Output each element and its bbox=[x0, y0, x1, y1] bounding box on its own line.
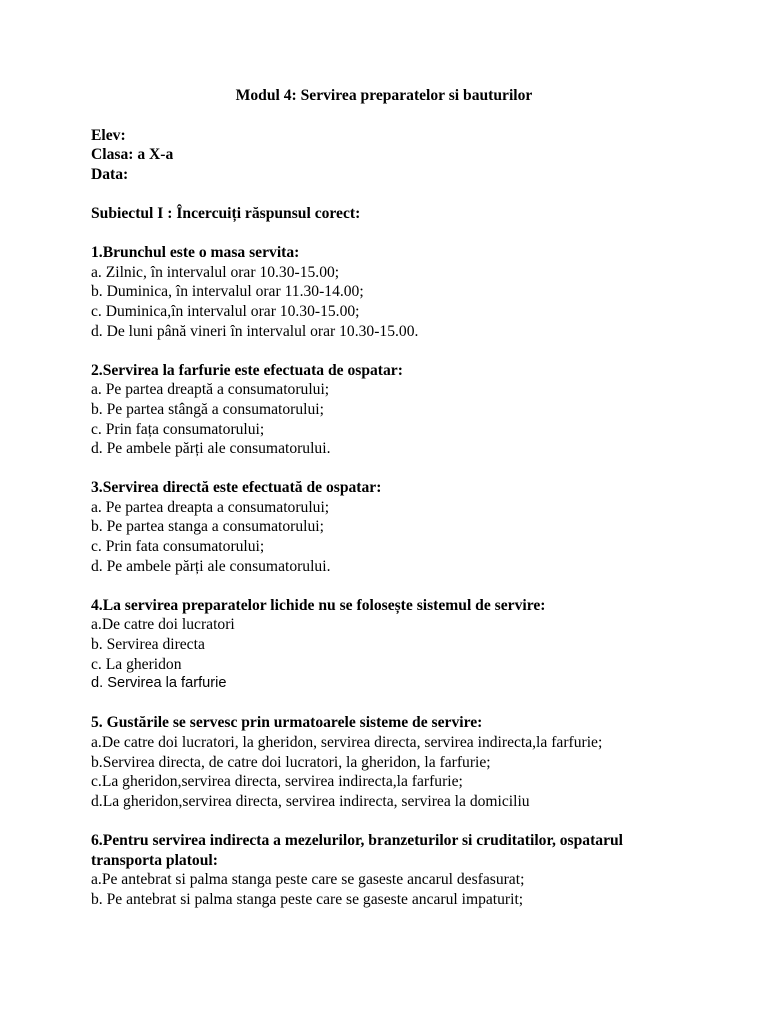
answer-option: a. Zilnic, în intervalul orar 10.30-15.00; bbox=[91, 263, 340, 281]
answer-option: b. Pe partea stanga a consumatorului; bbox=[91, 518, 324, 536]
question-block bbox=[91, 713, 691, 811]
answer-option: d. Pe ambele părți ale consumatorului. bbox=[91, 440, 331, 458]
question-block bbox=[91, 361, 691, 459]
answer-option: b. Duminica, în intervalul orar 11.30-14.00; bbox=[91, 283, 364, 301]
answer-option: d. Pe ambele părți ale consumatorului. bbox=[91, 557, 331, 575]
answer-option: c. Prin fața consumatorului; bbox=[91, 420, 265, 438]
answer-option: b. Servirea directa bbox=[91, 636, 205, 654]
answer-option: b. Pe antebrat si palma stanga peste care se gaseste ancarul impaturit; bbox=[91, 890, 524, 908]
answer-option: d. Servirea la farfurie bbox=[91, 675, 227, 692]
question-block bbox=[91, 243, 691, 341]
answer-option: a.De catre doi lucratori bbox=[91, 616, 235, 634]
question-block bbox=[91, 478, 691, 576]
answer-option: d. De luni până vineri în intervalul orar 10.30-15.00. bbox=[91, 322, 419, 340]
question-text: 5. Gustările se servesc prin urmatoarele sisteme de servire: bbox=[91, 714, 483, 732]
student-field: Elev: bbox=[91, 126, 126, 144]
subject-heading: Subiectul I : Încercuiți răspunsul corect: bbox=[91, 204, 361, 222]
answer-option: a. Pe partea dreaptă a consumatorului; bbox=[91, 381, 330, 399]
question-text: 2.Servirea la farfurie este efectuata de ospatar: bbox=[91, 361, 403, 379]
document-page bbox=[91, 86, 691, 909]
question-text: 3.Servirea directă este efectuată de ospatar: bbox=[91, 479, 382, 497]
answer-option: a. Pe partea dreapta a consumatorului; bbox=[91, 498, 330, 516]
answer-option: d.La gheridon,servirea directa, servirea indirecta, servirea la domiciliu bbox=[91, 792, 530, 810]
answer-option: c.La gheridon,servirea directa, servirea indirecta,la farfurie; bbox=[91, 773, 463, 791]
answer-option: a.Pe antebrat si palma stanga peste care se gaseste ancarul desfasurat; bbox=[91, 871, 525, 889]
question-block bbox=[91, 831, 691, 909]
answer-option: b.Servirea directa, de catre doi lucratori, la gheridon, la farfurie; bbox=[91, 753, 491, 771]
answer-option: c. La gheridon bbox=[91, 655, 182, 673]
question-text: 4.La servirea preparatelor lichide nu se folosește sistemul de servire: bbox=[91, 596, 546, 614]
answer-option: c. Prin fata consumatorului; bbox=[91, 538, 265, 556]
answer-option: b. Pe partea stângă a consumatorului; bbox=[91, 400, 324, 418]
question-text: 1.Brunchul este o masa servita: bbox=[91, 244, 300, 262]
class-field: Clasa: a X-a bbox=[91, 146, 174, 164]
document-title: Modul 4: Servirea preparatelor si bauturilor bbox=[235, 87, 533, 104]
answer-option: c. Duminica,în intervalul orar 10.30-15.00; bbox=[91, 302, 360, 320]
answer-option: a.De catre doi lucratori, la gheridon, servirea directa, servirea indirecta,la farfurie; bbox=[91, 734, 603, 751]
question-text: 6.Pentru servirea indirecta a mezelurilor, branzeturilor si cruditatilor, ospatarul transporta platoul: bbox=[91, 831, 623, 869]
date-field: Data: bbox=[91, 165, 129, 183]
question-block bbox=[91, 596, 691, 694]
